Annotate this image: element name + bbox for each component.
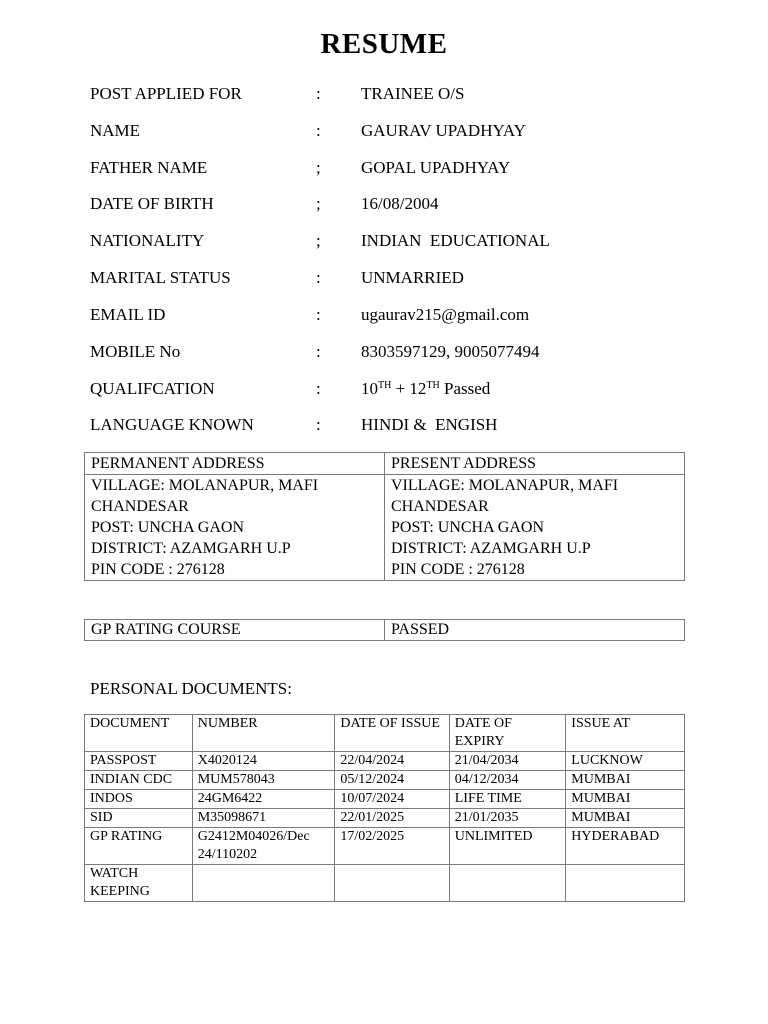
qualification-part: 10 — [361, 379, 378, 398]
address-line: VILLAGE: MOLANAPUR, MAFI — [91, 477, 319, 494]
field-value: INDIAN EDUCATIONAL — [361, 231, 550, 250]
table-cell: MUMBAI — [566, 809, 685, 828]
field-value: TRAINEE O/S — [361, 84, 465, 103]
table-cell: UNLIMITED — [449, 828, 566, 865]
qualification-superscript: TH — [426, 380, 440, 391]
table-row — [85, 771, 685, 790]
address-line: DISTRICT: AZAMGARH U.P — [391, 540, 591, 557]
field-separator: : — [316, 121, 321, 140]
column-header: DATE OF EXPIRY — [449, 715, 566, 752]
address-line: DISTRICT: AZAMGARH U.P — [91, 540, 291, 557]
field-separator: : — [316, 415, 321, 434]
table-cell: 17/02/2025 — [335, 828, 449, 865]
documents-table — [84, 714, 685, 902]
address-line: PIN CODE : 276128 — [391, 561, 525, 578]
field-value: 8303597129, 9005077494 — [361, 342, 540, 361]
table-row — [85, 752, 685, 771]
qualification-part: Passed — [439, 379, 491, 398]
gp-course-value: PASSED — [385, 620, 685, 641]
address-table — [84, 452, 685, 581]
qualification-superscript: TH — [378, 380, 392, 391]
table-cell: LIFE TIME — [449, 790, 566, 809]
table-cell: 04/12/2034 — [449, 771, 566, 790]
gp-course-label: GP RATING COURSE — [85, 620, 385, 641]
table-cell: INDOS — [85, 790, 193, 809]
table-cell — [335, 865, 449, 902]
table-cell: WATCH KEEPING — [85, 865, 193, 902]
table-cell — [449, 865, 566, 902]
field-label: POST APPLIED FOR — [90, 84, 242, 103]
address-line: CHANDESAR — [91, 498, 189, 515]
table-cell: 05/12/2024 — [335, 771, 449, 790]
field-separator: : — [316, 379, 321, 398]
table-row — [85, 828, 685, 865]
field-label: MARITAL STATUS — [90, 268, 231, 287]
field-value: 16/08/2004 — [361, 194, 439, 213]
field-mobile — [0, 341, 768, 363]
table-cell: 10/07/2024 — [335, 790, 449, 809]
address-line: PIN CODE : 276128 — [91, 561, 225, 578]
table-row — [85, 865, 685, 902]
field-separator: : — [316, 84, 321, 103]
address-line: CHANDESAR — [391, 498, 489, 515]
table-cell — [566, 865, 685, 902]
column-header: DATE OF ISSUE — [335, 715, 449, 752]
table-cell: SID — [85, 809, 193, 828]
table-row — [85, 790, 685, 809]
field-label: EMAIL ID — [90, 305, 166, 324]
table-cell: 21/01/2035 — [449, 809, 566, 828]
table-header-row — [85, 715, 685, 752]
present-address — [385, 475, 685, 581]
table-cell: GP RATING — [85, 828, 193, 865]
field-separator: : — [316, 342, 321, 361]
table-row — [85, 809, 685, 828]
field-date-of-birth — [0, 193, 768, 215]
field-label: NAME — [90, 121, 141, 140]
field-nationality — [0, 230, 768, 252]
field-label: MOBILE No — [90, 342, 181, 361]
field-separator: ; — [316, 194, 321, 213]
field-value: ugaurav215@gmail.com — [361, 305, 530, 324]
field-email — [0, 304, 768, 326]
field-label: QUALIFCATION — [90, 379, 215, 398]
permanent-address-header: PERMANENT ADDRESS — [85, 453, 385, 475]
column-header: DOCUMENT — [85, 715, 193, 752]
field-father-name — [0, 157, 768, 179]
gp-rating-course-table — [84, 619, 685, 641]
table-cell: MUM578043 — [192, 771, 335, 790]
resume-title: RESUME — [320, 28, 448, 60]
table-cell: M35098671 — [192, 809, 335, 828]
table-cell: 22/01/2025 — [335, 809, 449, 828]
field-name — [0, 120, 768, 142]
field-separator: : — [316, 268, 321, 287]
field-label: FATHER NAME — [90, 158, 208, 177]
field-post-applied — [0, 83, 768, 105]
field-separator: ; — [316, 231, 321, 250]
table-cell: MUMBAI — [566, 790, 685, 809]
field-label: NATIONALITY — [90, 231, 205, 250]
table-cell: G2412M04026/Dec 24/110202 — [192, 828, 335, 865]
table-cell: X4020124 — [192, 752, 335, 771]
table-cell: 22/04/2024 — [335, 752, 449, 771]
field-value: HINDI & ENGISH — [361, 415, 498, 434]
field-value: GAURAV UPADHYAY — [361, 121, 526, 140]
table-cell: INDIAN CDC — [85, 771, 193, 790]
field-language-known — [0, 414, 768, 436]
field-label: LANGUAGE KNOWN — [90, 415, 254, 434]
field-separator: : — [316, 305, 321, 324]
personal-documents-title: PERSONAL DOCUMENTS: — [90, 679, 292, 698]
address-line: POST: UNCHA GAON — [91, 519, 244, 536]
column-header: ISSUE AT — [566, 715, 685, 752]
field-value — [361, 378, 490, 400]
table-cell: 21/04/2034 — [449, 752, 566, 771]
table-cell: HYDERABAD — [566, 828, 685, 865]
field-label: DATE OF BIRTH — [90, 194, 214, 213]
field-value: UNMARRIED — [361, 268, 464, 287]
permanent-address — [85, 475, 385, 581]
field-value: GOPAL UPADHYAY — [361, 158, 511, 177]
address-line: VILLAGE: MOLANAPUR, MAFI — [391, 477, 619, 494]
field-marital-status — [0, 267, 768, 289]
address-line: POST: UNCHA GAON — [391, 519, 544, 536]
table-cell: LUCKNOW — [566, 752, 685, 771]
field-qualification — [0, 378, 768, 400]
table-cell: PASSPOST — [85, 752, 193, 771]
table-cell: MUMBAI — [566, 771, 685, 790]
column-header: NUMBER — [192, 715, 335, 752]
qualification-part: + 12 — [391, 379, 427, 398]
field-separator: ; — [316, 158, 321, 177]
table-cell — [192, 865, 335, 902]
table-cell: 24GM6422 — [192, 790, 335, 809]
present-address-header: PRESENT ADDRESS — [385, 453, 685, 475]
